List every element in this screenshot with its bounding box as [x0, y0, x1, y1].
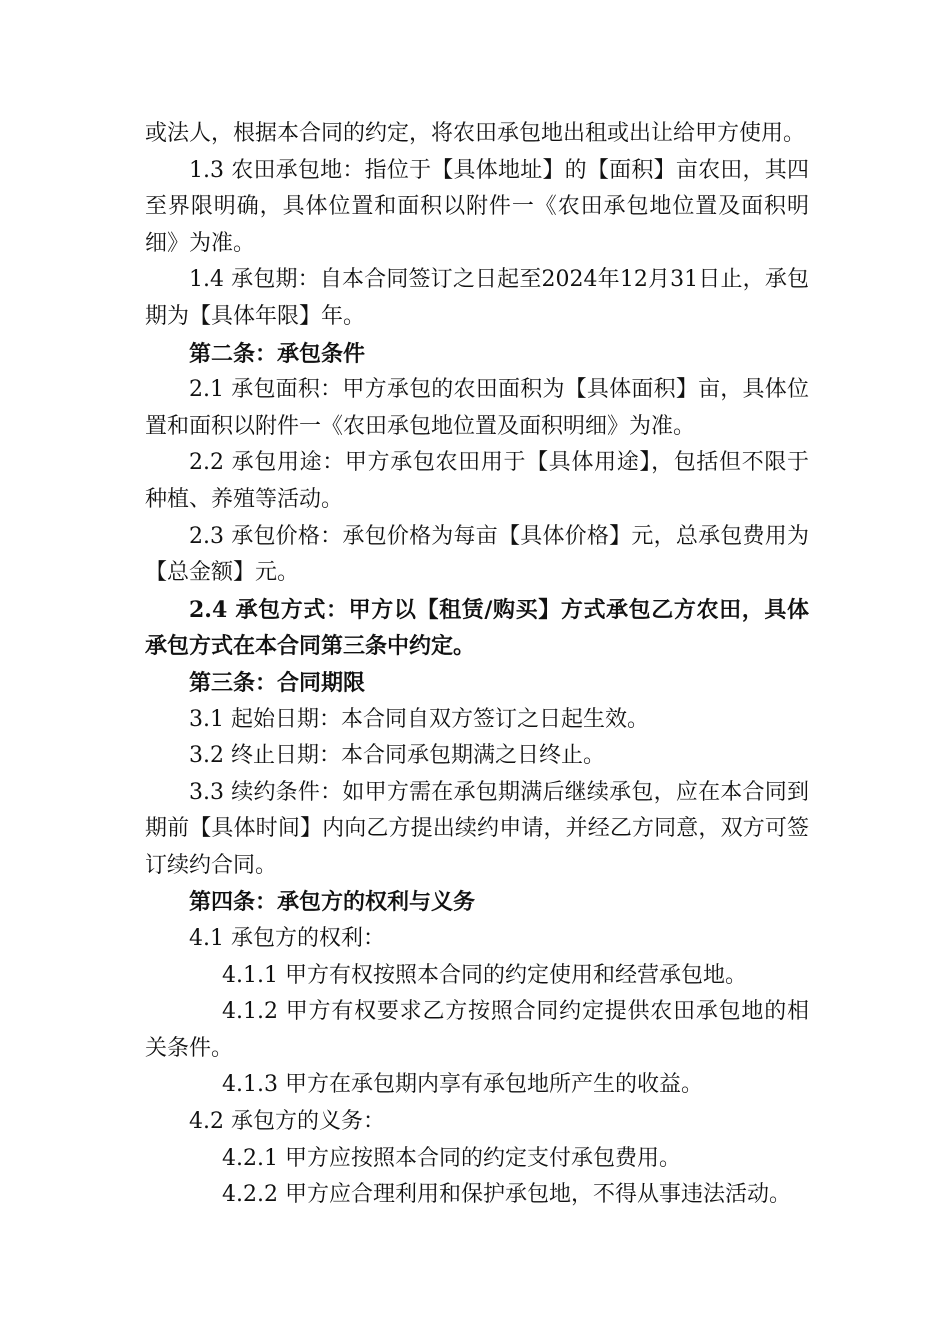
clause-2-2: 2.2 承包用途：甲方承包农田用于【具体用途】，包括但不限于种植、养殖等活动。	[145, 450, 809, 512]
clause-4-2: 4.2 承包方的义务：	[189, 1109, 385, 1135]
clause-4-2-2: 4.2.2 甲方应合理利用和保护承包地，不得从事违法活动。	[222, 1182, 791, 1208]
article-4-heading: 第四条：承包方的权利与义务	[189, 889, 476, 916]
clause-4-1-3: 4.1.3 甲方在承包期内享有承包地所产生的收益。	[222, 1072, 703, 1098]
clause-2-4: 2.4 承包方式：甲方以【租赁/购买】方式承包乙方农田，具体承包方式在本合同第三条中约定。	[145, 596, 809, 660]
document-body	[145, 116, 809, 1214]
clause-4-2-1: 4.2.1 甲方应按照本合同的约定支付承包费用。	[222, 1145, 681, 1171]
clause-4-1-1: 4.1.1 甲方有权按照本合同的约定使用和经营承包地。	[222, 962, 747, 988]
clause-3-1: 3.1 起始日期：本合同自双方签订之日起生效。	[189, 706, 649, 732]
clause-4-1-2: 4.1.2 甲方有权要求乙方按照合同约定提供农田承包地的相关条件。	[145, 999, 809, 1061]
paragraph-1-2-continuation: 或法人，根据本合同的约定，将农田承包地出租或出让给甲方使用。	[145, 121, 806, 146]
clause-2-3: 2.3 承包价格：承包价格为每亩【具体价格】元，总承包费用为【总金额】元。	[145, 523, 809, 586]
clause-2-1: 2.1 承包面积：甲方承包的农田面积为【具体面积】亩，具体位置和面积以附件一《农田承包地位置及面积明细》为准。	[145, 377, 809, 439]
clause-4-1: 4.1 承包方的权利：	[189, 926, 385, 952]
article-2-heading: 第二条：承包条件	[189, 340, 366, 367]
clause-3-3: 3.3 续约条件：如甲方需在承包期满后继续承包，应在本合同到期前【具体时间】内向乙方提出续约申请，并经乙方同意，双方可签订续约合同。	[145, 779, 809, 878]
clause-3-2: 3.2 终止日期：本合同承包期满之日终止。	[189, 743, 605, 769]
clause-1-4: 1.4 承包期：自本合同签订之日起至2024年12月31日止，承包期为【具体年限】年。	[145, 267, 809, 329]
article-3-heading: 第三条：合同期限	[189, 669, 366, 696]
clause-1-3: 1.3 农田承包地：指位于【具体地址】的【面积】亩农田，其四至界限明确，具体位置和面积以附件一《农田承包地位置及面积明细》为准。	[145, 157, 809, 256]
